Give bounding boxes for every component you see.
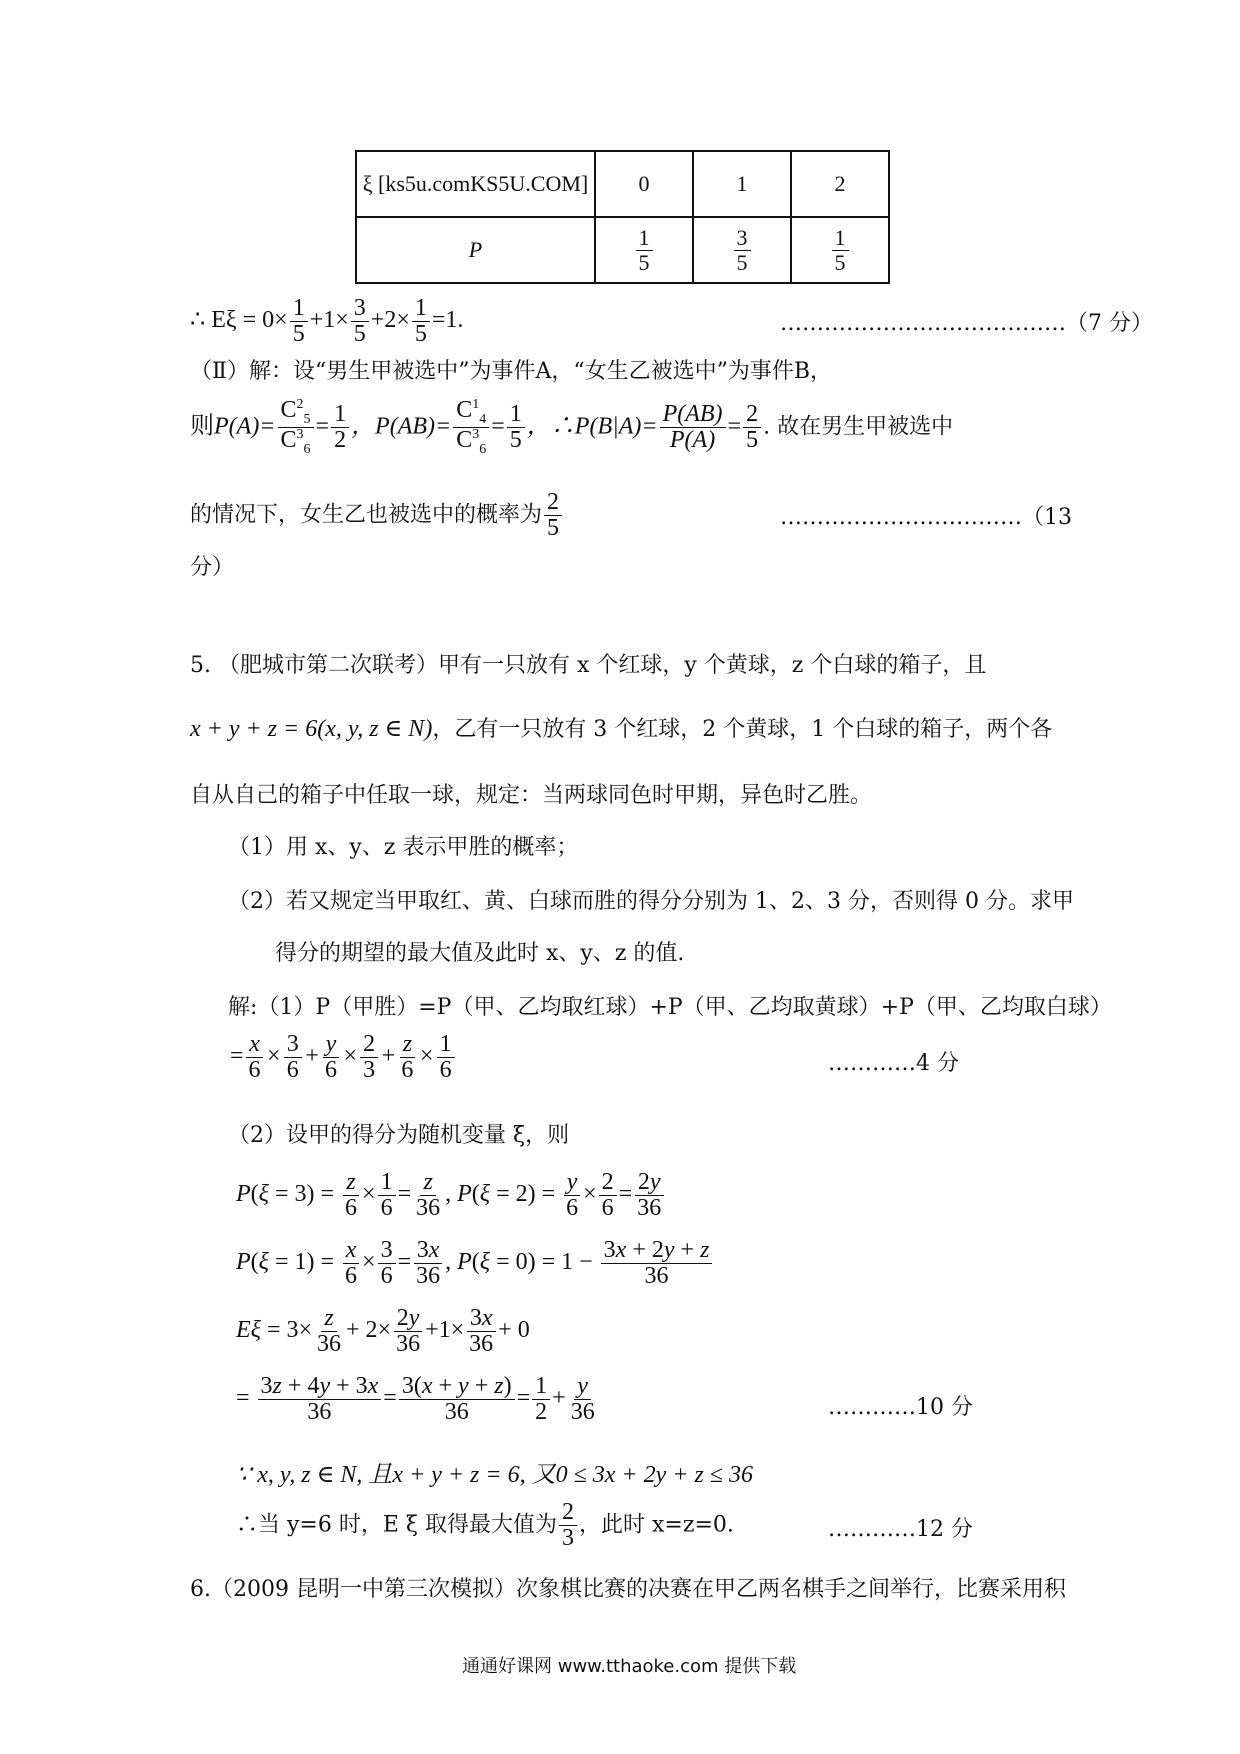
q5-subq2-b: 得分的期望的最大值及此时 x、y、z 的值. (275, 941, 685, 966)
max-line: ∴当 y=6 时，E ξ 取得最大值为 $\frac{2}{3}$ ，此时 x=z=0. (236, 1499, 734, 1552)
part2-formula-line: 则P(A)= $\frac{C^2_5}{C^3_6}$ = $\frac{1}{2}$ ，P(AB)= $\frac{C^1_4}{C^3_6}$ = $\frac{1}{5}$ ，∴P(B|A)= $\frac{P(AB)}{P(A)}$ = $\frac{2}{5}$ . 故在男生甲被选中 (190, 397, 954, 458)
q5-line1: 5. （肥城市第二次联考）甲有一只放有 x 个红球，y 个黄球，z 个白球的箱子，且 (190, 653, 987, 678)
table-row-label-p: P (356, 217, 595, 283)
score-4: …………4 分 (828, 1051, 959, 1076)
p-xi-1-0: P(ξ = 1) = $\frac{x}{6}$ × $\frac{3}{6}$ = $\frac{3x}{36}$ , P(ξ = 0) = 1 − $\frac{3x + 2y + z}{36}$ (236, 1238, 714, 1289)
q6-line1: 6.（2009 昆明一中第三次模拟）次象棋比赛的决赛在甲乙两名棋手之间举行，比赛采用积 (190, 1577, 1066, 1602)
part2-intro: （Ⅱ）解：设“男生甲被选中”为事件A，“女生乙被选中”为事件B， (190, 359, 832, 384)
table-prob-0: $\frac{1}{5}$ (595, 217, 693, 283)
table-value-2: 2 (791, 151, 889, 217)
q5-subq1: （1）用 x、y、z 表示甲胜的概率； (228, 835, 579, 860)
table-prob-2: $\frac{1}{5}$ (791, 217, 889, 283)
table-value-1: 1 (693, 151, 791, 217)
score-7: …………………………………（7 分） (780, 311, 1153, 336)
expectation-formula: Eξ = 3× $\frac{z}{36}$ + 2× $\frac{2y}{36}$ +1× $\frac{3x}{36}$ + 0 (236, 1305, 530, 1358)
score-12: …………12 分 (828, 1517, 973, 1542)
p-xi-3-2: P(ξ = 3) = $\frac{z}{6}$ × $\frac{1}{6}$ = $\frac{z}{36}$ , P(ξ = 2) = $\frac{y}{6}$ × $\frac{2}{6}$ = $\frac{2y}{36}$ (236, 1170, 666, 1221)
q5-subq2-a: （2）若又规定当甲取红、黄、白球而胜的得分分别为 1、2、3 分，否则得 0 分。求甲 (228, 889, 1074, 914)
page-footer: 通通好课网 www.tthaoke.com 提供下载 (462, 1656, 797, 1677)
constraint-line: ∵ x, y, z ∈ N, 且x + y + z = 6, 又0 ≤ 3x + 2y + z ≤ 36 (236, 1462, 753, 1488)
score-10: …………10 分 (828, 1395, 973, 1420)
q5-solution1: 解:（1）P（甲胜）=P（甲、乙均取红球）+P（甲、乙均取黄球）+P（甲、乙均取白球） (228, 995, 1112, 1020)
score-13: ……………………………（13 (780, 505, 1072, 530)
expectation-line: ∴ Eξ = 0× $\frac{1}{5}$ +1× $\frac{3}{5}$ +2× $\frac{1}{5}$ =1. (190, 295, 464, 348)
score-13-end: 分） (190, 555, 235, 580)
q5-line3: 自从自己的箱子中任取一球，规定：当两球同色时甲期，异色时乙胜。 (190, 783, 873, 808)
table-value-0: 0 (595, 151, 693, 217)
table-header-xi: ξ [ks5u.comKS5U.COM] (356, 151, 595, 217)
q5-line2: x + y + z = 6(x, y, z ∈ N)，乙有一只放有 3 个红球，2 个黄球，1 个白球的箱子，两个各 (190, 716, 1053, 742)
expectation-simplified: = $\frac{3z + 4y + 3x}{36}$ = $\frac{3(x + y + z)}{36}$ = $\frac{1}{2}$ + $\frac{y}{36}$ (236, 1373, 595, 1426)
part2-line2: 的情况下，女生乙也被选中的概率为 $\frac{2}{5}$ (190, 490, 564, 541)
distribution-table (355, 150, 890, 284)
table-prob-1: $\frac{3}{5}$ (693, 217, 791, 283)
q5-solution2: （2）设甲的得分为随机变量 ξ，则 (228, 1123, 570, 1148)
solution1-formula: = $\frac{x}{6}$ × $\frac{3}{6}$ + $\frac{y}{6}$ × $\frac{2}{3}$ + $\frac{z}{6}$ × $\frac{1}{6}$ (230, 1032, 457, 1083)
